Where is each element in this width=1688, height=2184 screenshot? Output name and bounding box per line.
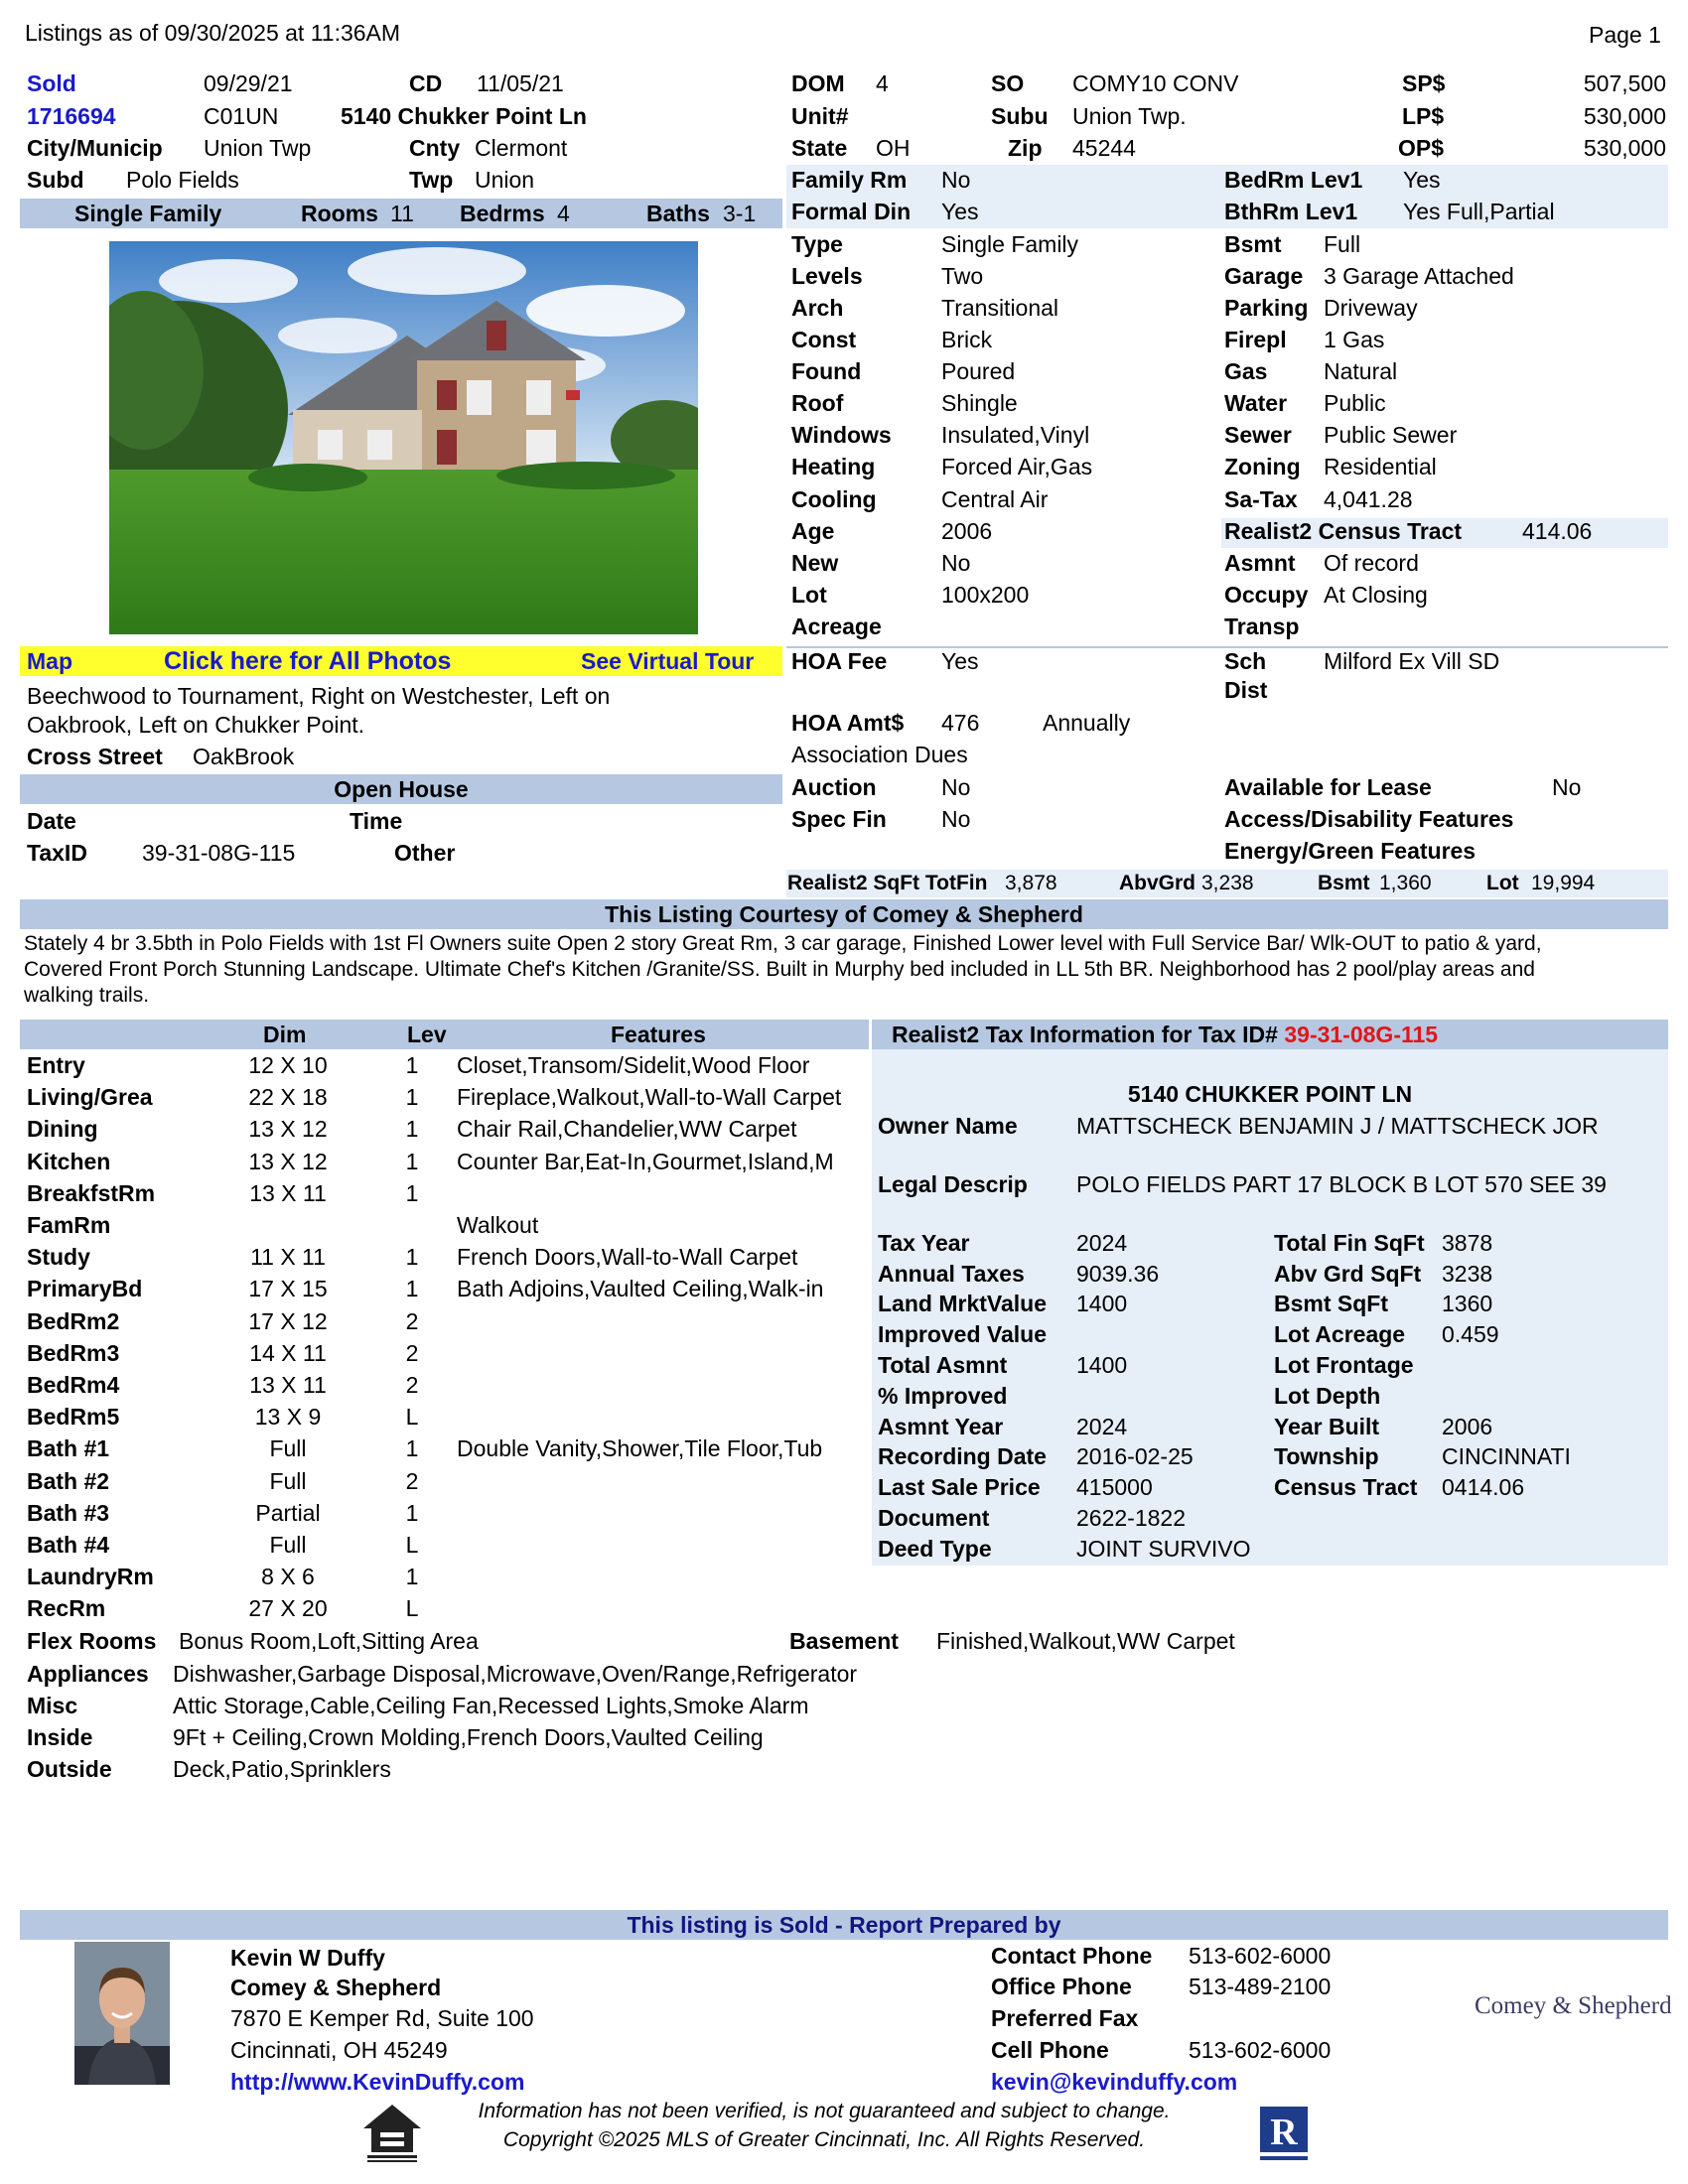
area-code: C01UN bbox=[204, 103, 279, 129]
tax-right-value: 0.459 bbox=[1442, 1321, 1499, 1347]
op-label: OP$ bbox=[1398, 135, 1445, 161]
room-dim: Partial bbox=[255, 1499, 321, 1526]
lease-label: Available for Lease bbox=[1224, 774, 1432, 800]
zip-value: 45244 bbox=[1072, 135, 1136, 161]
room-name: BedRm3 bbox=[27, 1339, 120, 1366]
open-house-title: Open House bbox=[334, 776, 469, 802]
owner-value: MATTSCHECK BENJAMIN J / MATTSCHECK JOR bbox=[1076, 1113, 1599, 1139]
room-name: BedRm5 bbox=[27, 1404, 120, 1431]
room-lev: 1 bbox=[405, 1435, 419, 1462]
room-dim: 13 X 9 bbox=[254, 1404, 322, 1431]
tax-right-value: 0414.06 bbox=[1442, 1474, 1525, 1500]
feature-label: Realist2 Census Tract bbox=[1224, 518, 1463, 544]
city-value: Union Twp bbox=[204, 135, 312, 161]
mls-number[interactable]: 1716694 bbox=[27, 103, 116, 129]
feature-label: Family Rm bbox=[791, 167, 908, 193]
inside-label: Inside bbox=[27, 1724, 93, 1750]
room-dim: 14 X 11 bbox=[249, 1339, 327, 1366]
flex-label: Flex Rooms bbox=[27, 1628, 157, 1654]
room-name: RecRm bbox=[27, 1595, 106, 1622]
sqft-abv-label: AbvGrd bbox=[1119, 872, 1196, 894]
feature-label: Sewer bbox=[1224, 422, 1292, 448]
feature-label: Acreage bbox=[791, 614, 882, 639]
appliances-label: Appliances bbox=[27, 1661, 149, 1687]
feature-value: No bbox=[941, 550, 971, 576]
subu-label: Subu bbox=[991, 103, 1049, 129]
house-photo-illustration bbox=[109, 241, 698, 634]
sqft-bsmt-label: Bsmt bbox=[1318, 872, 1370, 894]
room-dim: 17 X 15 bbox=[248, 1276, 328, 1302]
office-phone-label: Office Phone bbox=[991, 1974, 1132, 1999]
hoa-amt-label: HOA Amt$ bbox=[791, 710, 905, 736]
room-lev: 1 bbox=[405, 1244, 419, 1271]
feature-value: Public bbox=[1324, 390, 1386, 416]
contact-phone: 513-602-6000 bbox=[1189, 1943, 1332, 1969]
brokerage-logo: Comey & Shepherd bbox=[1475, 1992, 1672, 2019]
dom-label: DOM bbox=[791, 70, 845, 96]
room-lev: 1 bbox=[405, 1179, 419, 1206]
tax-right-value: 1360 bbox=[1442, 1291, 1493, 1316]
tax-right-label: Abv Grd SqFt bbox=[1274, 1261, 1422, 1287]
house-photo[interactable] bbox=[109, 241, 698, 634]
status-date: 09/29/21 bbox=[204, 70, 293, 96]
room-lev: 1 bbox=[405, 1499, 419, 1526]
directions-line-2: Oakbrook, Left on Chukker Point. bbox=[27, 712, 365, 738]
tax-right-label: Year Built bbox=[1274, 1414, 1380, 1439]
legal-label: Legal Descrip bbox=[878, 1171, 1028, 1197]
tax-left-value: 2024 bbox=[1076, 1414, 1128, 1439]
room-dim: 11 X 11 bbox=[250, 1244, 326, 1271]
room-dim: Full bbox=[269, 1532, 307, 1558]
room-name: Bath #3 bbox=[27, 1499, 110, 1526]
tax-left-label: % Improved bbox=[878, 1383, 1008, 1409]
tax-left-value: 9039.36 bbox=[1076, 1261, 1160, 1287]
state-label: State bbox=[791, 135, 848, 161]
room-name: LaundryRm bbox=[27, 1564, 154, 1590]
brokerage: Comey & Shepherd bbox=[230, 1975, 442, 2000]
office-phone: 513-489-2100 bbox=[1189, 1974, 1332, 1999]
hoa-period: Annually bbox=[1043, 710, 1131, 736]
directions-line-1: Beechwood to Tournament, Right on Westchester, Left on bbox=[27, 683, 611, 709]
feature-value: Yes bbox=[941, 199, 979, 224]
room-lev: 1 bbox=[405, 1116, 419, 1143]
tax-left-value: 415000 bbox=[1076, 1474, 1153, 1500]
room-dim: Full bbox=[269, 1435, 307, 1462]
feature-label: Occupy bbox=[1224, 582, 1309, 608]
energy-label: Energy/Green Features bbox=[1224, 838, 1477, 864]
cnty-label: Cnty bbox=[409, 135, 461, 161]
feature-value: Natural bbox=[1324, 358, 1398, 384]
feature-value: At Closing bbox=[1324, 582, 1428, 608]
misc-label: Misc bbox=[27, 1693, 78, 1718]
specfin-value: No bbox=[941, 806, 971, 832]
remarks-line-2: Covered Front Porch Stunning Landscape. Ultimate Chef's Kitchen /Granite/SS. Built in Murphy bed included in LL 5th BR. Neighborhood has 2 pool/play areas and bbox=[24, 958, 1535, 981]
sch-value: Milford Ex Vill SD bbox=[1324, 648, 1500, 674]
tax-left-value: 1400 bbox=[1076, 1352, 1128, 1378]
appliances-value: Dishwasher,Garbage Disposal,Microwave,Oven/Range,Refrigerator bbox=[173, 1661, 858, 1687]
room-lev: L bbox=[405, 1404, 419, 1431]
tax-left-label: Annual Taxes bbox=[878, 1261, 1025, 1287]
tax-right-label: Lot Acreage bbox=[1274, 1321, 1406, 1347]
room-dim: 17 X 12 bbox=[248, 1307, 328, 1334]
room-features: Double Vanity,Shower,Tile Floor,Tub bbox=[457, 1435, 823, 1462]
legal-value: POLO FIELDS PART 17 BLOCK B LOT 570 SEE 39 bbox=[1076, 1171, 1607, 1197]
sqft-abv-value: 3,238 bbox=[1201, 872, 1254, 894]
feature-value: Single Family bbox=[941, 231, 1079, 257]
feature-value: Forced Air,Gas bbox=[941, 454, 1093, 479]
outside-value: Deck,Patio,Sprinklers bbox=[173, 1756, 391, 1782]
sch-label-1: Sch bbox=[1224, 648, 1267, 674]
tax-left-value: 2622-1822 bbox=[1076, 1505, 1186, 1531]
status: Sold bbox=[27, 70, 76, 96]
feature-label: Gas bbox=[1224, 358, 1268, 384]
feature-value: Yes bbox=[1403, 167, 1441, 193]
room-name: BreakfstRm bbox=[27, 1179, 156, 1206]
feature-label: BthRm Lev1 bbox=[1224, 199, 1358, 224]
tax-left-value: JOINT SURVIVO bbox=[1076, 1536, 1251, 1562]
feature-label: Sa-Tax bbox=[1224, 486, 1298, 512]
room-features: Walkout bbox=[457, 1212, 539, 1238]
subd-value: Polo Fields bbox=[126, 167, 239, 193]
owner-label: Owner Name bbox=[878, 1113, 1018, 1139]
feature-value: Yes Full,Partial bbox=[1403, 199, 1555, 224]
tax-left-value: 2024 bbox=[1076, 1230, 1128, 1256]
room-dim: 8 X 6 bbox=[261, 1564, 315, 1590]
sqft-lot-value: 19,994 bbox=[1531, 872, 1596, 894]
sqft-bsmt-value: 1,360 bbox=[1379, 872, 1432, 894]
room-name: Study bbox=[27, 1244, 90, 1271]
state-value: OH bbox=[876, 135, 911, 161]
cross-street-label: Cross Street bbox=[27, 744, 163, 769]
room-features: Fireplace,Walkout,Wall-to-Wall Carpet bbox=[457, 1084, 842, 1111]
agent-website-link[interactable]: http://www.KevinDuffy.com bbox=[230, 2069, 525, 2095]
feature-label: Const bbox=[791, 327, 857, 352]
lp-value: 530,000 bbox=[1583, 103, 1666, 129]
tax-info-id: 39-31-08G-115 bbox=[1284, 1022, 1439, 1047]
equal-housing-icon bbox=[359, 2103, 425, 2164]
sqft-tot-value: 3,878 bbox=[1005, 872, 1057, 894]
tax-left-label: Land MrktValue bbox=[878, 1291, 1047, 1316]
room-features: Bath Adjoins,Vaulted Ceiling,Walk-in bbox=[457, 1276, 824, 1302]
feature-value: Two bbox=[941, 263, 984, 289]
feature-value: 414.06 bbox=[1522, 518, 1593, 544]
rooms-header-features: Features bbox=[611, 1022, 706, 1047]
feature-value: Driveway bbox=[1324, 295, 1418, 321]
svg-text:R: R bbox=[1270, 2112, 1298, 2153]
feature-label: Firepl bbox=[1224, 327, 1287, 352]
feature-label: Cooling bbox=[791, 486, 877, 512]
feature-value: Brick bbox=[941, 327, 993, 352]
feature-label: Windows bbox=[791, 422, 892, 448]
taxid-label: TaxID bbox=[27, 840, 87, 866]
tax-left-label: Document bbox=[878, 1505, 990, 1531]
courtesy-text: This Listing Courtesy of Comey & Shepherd bbox=[605, 901, 1083, 927]
auction-label: Auction bbox=[791, 774, 877, 800]
lp-label: LP$ bbox=[1402, 103, 1445, 129]
taxid-value: 39-31-08G-115 bbox=[142, 840, 296, 866]
feature-label: Type bbox=[791, 231, 843, 257]
cnty-value: Clermont bbox=[475, 135, 568, 161]
hoa-fee-label: HOA Fee bbox=[791, 648, 888, 674]
feature-value: Shingle bbox=[941, 390, 1018, 416]
feature-label: BedRm Lev1 bbox=[1224, 167, 1363, 193]
feature-value: Public Sewer bbox=[1324, 422, 1458, 448]
room-dim: 27 X 20 bbox=[248, 1595, 328, 1622]
rooms-value: 11 bbox=[390, 201, 414, 226]
feature-label: Water bbox=[1224, 390, 1288, 416]
twp-value: Union bbox=[475, 167, 535, 193]
agent-city: Cincinnati, OH 45249 bbox=[230, 2037, 448, 2063]
tax-right-value: 3878 bbox=[1442, 1230, 1493, 1256]
feature-label: Arch bbox=[791, 295, 844, 321]
agent-name: Kevin W Duffy bbox=[230, 1945, 385, 1971]
room-lev: 2 bbox=[405, 1307, 419, 1334]
room-dim: 13 X 12 bbox=[248, 1116, 328, 1143]
cd-label: CD bbox=[409, 70, 443, 96]
room-features: Chair Rail,Chandelier,WW Carpet bbox=[457, 1116, 797, 1143]
cell-phone: 513-602-6000 bbox=[1189, 2037, 1332, 2063]
sqft-tot-label: Realist2 SqFt TotFin bbox=[787, 872, 988, 894]
disclaimer: Information has not been verified, is not guaranteed and subject to change. bbox=[478, 2100, 1171, 2122]
room-features: Counter Bar,Eat-In,Gourmet,Island,M bbox=[457, 1148, 834, 1174]
zip-label: Zip bbox=[1008, 135, 1043, 161]
cell-phone-label: Cell Phone bbox=[991, 2037, 1109, 2063]
agent-portrait bbox=[74, 1942, 170, 2085]
feature-value: 3 Garage Attached bbox=[1324, 263, 1514, 289]
tax-address: 5140 CHUKKER POINT LN bbox=[1127, 1081, 1413, 1107]
feature-label: Formal Din bbox=[791, 199, 912, 224]
contact-phone-label: Contact Phone bbox=[991, 1943, 1153, 1969]
unit-label: Unit# bbox=[791, 103, 849, 129]
oh-other-label: Other bbox=[394, 840, 456, 866]
room-features: French Doors,Wall-to-Wall Carpet bbox=[457, 1244, 798, 1271]
room-dim: 12 X 10 bbox=[248, 1052, 328, 1078]
room-lev: 2 bbox=[405, 1372, 419, 1398]
listings-as-of: Listings as of 09/30/2025 at 11:36AM bbox=[25, 20, 401, 46]
tax-left-label: Asmnt Year bbox=[878, 1414, 1004, 1439]
tax-right-label: Bsmt SqFt bbox=[1274, 1291, 1388, 1316]
feature-label: Asmnt bbox=[1224, 550, 1296, 576]
sch-label-2: Dist bbox=[1224, 677, 1268, 703]
feature-value: Central Air bbox=[941, 486, 1049, 512]
feature-value: Insulated,Vinyl bbox=[941, 422, 1090, 448]
feature-label: Parking bbox=[1224, 295, 1309, 321]
hoa-dues: Association Dues bbox=[791, 742, 968, 767]
auction-value: No bbox=[941, 774, 971, 800]
room-dim: 13 X 11 bbox=[249, 1372, 327, 1398]
basement-value: Finished,Walkout,WW Carpet bbox=[936, 1628, 1235, 1654]
sp-label: SP$ bbox=[1402, 70, 1446, 96]
address: 5140 Chukker Point Ln bbox=[341, 103, 587, 129]
feature-label: Garage bbox=[1224, 263, 1304, 289]
hoa-amt-value: 476 bbox=[941, 710, 980, 736]
cross-street-value: OakBrook bbox=[193, 744, 295, 769]
room-name: FamRm bbox=[27, 1212, 111, 1238]
flex-value: Bonus Room,Loft,Sitting Area bbox=[179, 1628, 479, 1654]
tax-left-label: Improved Value bbox=[878, 1321, 1048, 1347]
subu-value: Union Twp. bbox=[1072, 103, 1187, 129]
sp-value: 507,500 bbox=[1583, 70, 1666, 96]
tax-left-label: Total Asmnt bbox=[878, 1352, 1008, 1378]
agent-photo bbox=[74, 1942, 170, 2085]
room-name: BedRm2 bbox=[27, 1307, 120, 1334]
specfin-label: Spec Fin bbox=[791, 806, 887, 832]
remarks-line-1: Stately 4 br 3.5bth in Polo Fields with 1st Fl Owners suite Open 2 story Great Rm, 3 car garage, Finished Lower level with Full Service Bar/ Wlk-OUT to patio & yard, bbox=[24, 932, 1542, 955]
room-name: BedRm4 bbox=[27, 1372, 120, 1398]
copyright: Copyright ©2025 MLS of Greater Cincinnati, Inc. All Rights Reserved. bbox=[502, 2128, 1146, 2151]
feature-label: Zoning bbox=[1224, 454, 1301, 479]
remarks-line-3: walking trails. bbox=[24, 984, 150, 1007]
feature-value: 2006 bbox=[941, 518, 993, 544]
op-value: 530,000 bbox=[1583, 135, 1666, 161]
access-label: Access/Disability Features bbox=[1224, 806, 1514, 832]
so-label: SO bbox=[991, 70, 1025, 96]
room-name: Bath #4 bbox=[27, 1532, 110, 1558]
cd-value: 11/05/21 bbox=[477, 70, 564, 96]
room-name: Bath #1 bbox=[27, 1435, 110, 1462]
basement-label: Basement bbox=[789, 1628, 899, 1654]
tax-info-title bbox=[892, 1020, 1438, 1049]
tax-left-label: Recording Date bbox=[878, 1443, 1047, 1469]
feature-label: Bsmt bbox=[1224, 231, 1282, 257]
room-name: Kitchen bbox=[27, 1148, 111, 1174]
room-lev: 2 bbox=[405, 1339, 419, 1366]
feature-value: Full bbox=[1324, 231, 1361, 257]
feature-label: Found bbox=[791, 358, 862, 384]
rooms-label: Rooms bbox=[301, 201, 378, 226]
page-number: Page 1 bbox=[1589, 22, 1661, 48]
misc-value: Attic Storage,Cable,Ceiling Fan,Recessed Lights,Smoke Alarm bbox=[173, 1693, 809, 1718]
room-dim: 13 X 11 bbox=[249, 1179, 327, 1206]
room-lev: L bbox=[405, 1532, 419, 1558]
feature-value: 100x200 bbox=[941, 582, 1030, 608]
realtor-icon bbox=[1256, 2105, 1312, 2166]
feature-value: Residential bbox=[1324, 454, 1437, 479]
feature-value: Transitional bbox=[941, 295, 1059, 321]
baths-value: 3-1 bbox=[723, 201, 757, 226]
feature-value: 4,041.28 bbox=[1324, 486, 1413, 512]
room-name: PrimaryBd bbox=[27, 1276, 143, 1302]
rooms-header-dim: Dim bbox=[263, 1022, 307, 1047]
tax-info-title-text: Realist2 Tax Information for Tax ID# bbox=[892, 1022, 1278, 1047]
lease-value: No bbox=[1552, 774, 1582, 800]
inside-value: 9Ft + Ceiling,Crown Molding,French Doors,Vaulted Ceiling bbox=[173, 1724, 764, 1750]
feature-value: No bbox=[941, 167, 971, 193]
tax-left-label: Tax Year bbox=[878, 1230, 970, 1256]
tax-right-label: Lot Frontage bbox=[1274, 1352, 1414, 1378]
rooms-header-lev: Lev bbox=[407, 1022, 447, 1047]
room-name: Entry bbox=[27, 1052, 85, 1078]
subd-label: Subd bbox=[27, 167, 84, 193]
bedrms-label: Bedrms bbox=[460, 201, 545, 226]
room-features: Closet,Transom/Sidelit,Wood Floor bbox=[457, 1052, 810, 1078]
room-lev: 1 bbox=[405, 1052, 419, 1078]
summary-type: Single Family bbox=[74, 201, 222, 226]
agent-street: 7870 E Kemper Rd, Suite 100 bbox=[230, 2005, 534, 2031]
outside-label: Outside bbox=[27, 1756, 112, 1782]
room-lev: 1 bbox=[405, 1564, 419, 1590]
feature-value: Of record bbox=[1324, 550, 1419, 576]
sqft-lot-label: Lot bbox=[1486, 872, 1519, 894]
city-label: City/Municip bbox=[27, 135, 163, 161]
room-lev: 1 bbox=[405, 1276, 419, 1302]
tax-right-label: Lot Depth bbox=[1274, 1383, 1381, 1409]
room-lev: L bbox=[405, 1595, 419, 1622]
oh-time-label: Time bbox=[350, 808, 403, 834]
room-name: Living/Grea bbox=[27, 1084, 153, 1111]
so-value: COMY10 CONV bbox=[1072, 70, 1239, 96]
feature-label: Age bbox=[791, 518, 835, 544]
bedrms-value: 4 bbox=[557, 201, 570, 226]
tax-right-value: 3238 bbox=[1442, 1261, 1493, 1287]
fax-label: Preferred Fax bbox=[991, 2005, 1139, 2031]
agent-email-link[interactable]: kevin@kevinduffy.com bbox=[991, 2069, 1238, 2095]
room-dim: 13 X 12 bbox=[248, 1148, 328, 1174]
dom-value: 4 bbox=[876, 70, 889, 96]
virtual-tour-link[interactable]: See Virtual Tour bbox=[581, 648, 755, 674]
map-link[interactable]: Map bbox=[27, 648, 72, 674]
tax-left-value: 1400 bbox=[1076, 1291, 1128, 1316]
tax-right-value: CINCINNATI bbox=[1442, 1443, 1571, 1469]
feature-label: Lot bbox=[791, 582, 827, 608]
room-lev: 1 bbox=[405, 1084, 419, 1111]
feature-value: 1 Gas bbox=[1324, 327, 1385, 352]
tax-left-value: 2016-02-25 bbox=[1076, 1443, 1194, 1469]
baths-label: Baths bbox=[646, 201, 710, 226]
feature-label: New bbox=[791, 550, 839, 576]
tax-left-label: Deed Type bbox=[878, 1536, 992, 1562]
feature-label: Heating bbox=[791, 454, 876, 479]
sold-banner-text: This listing is Sold - Report Prepared by bbox=[627, 1912, 1061, 1938]
room-name: Dining bbox=[27, 1116, 98, 1143]
tax-right-label: Total Fin SqFt bbox=[1274, 1230, 1425, 1256]
room-lev: 1 bbox=[405, 1148, 419, 1174]
tax-right-label: Township bbox=[1274, 1443, 1379, 1469]
hoa-fee-value: Yes bbox=[941, 648, 979, 674]
twp-label: Twp bbox=[409, 167, 454, 193]
oh-date-label: Date bbox=[27, 808, 76, 834]
room-lev: 2 bbox=[405, 1467, 419, 1494]
tax-right-value: 2006 bbox=[1442, 1414, 1493, 1439]
all-photos-link[interactable]: Click here for All Photos bbox=[164, 647, 452, 675]
feature-label: Transp bbox=[1224, 614, 1300, 639]
feature-label: Levels bbox=[791, 263, 863, 289]
tax-left-label: Last Sale Price bbox=[878, 1474, 1041, 1500]
room-dim: 22 X 18 bbox=[248, 1084, 328, 1111]
tax-right-label: Census Tract bbox=[1274, 1474, 1418, 1500]
room-name: Bath #2 bbox=[27, 1467, 110, 1494]
feature-label: Roof bbox=[791, 390, 844, 416]
feature-value: Poured bbox=[941, 358, 1016, 384]
room-dim: Full bbox=[269, 1467, 307, 1494]
